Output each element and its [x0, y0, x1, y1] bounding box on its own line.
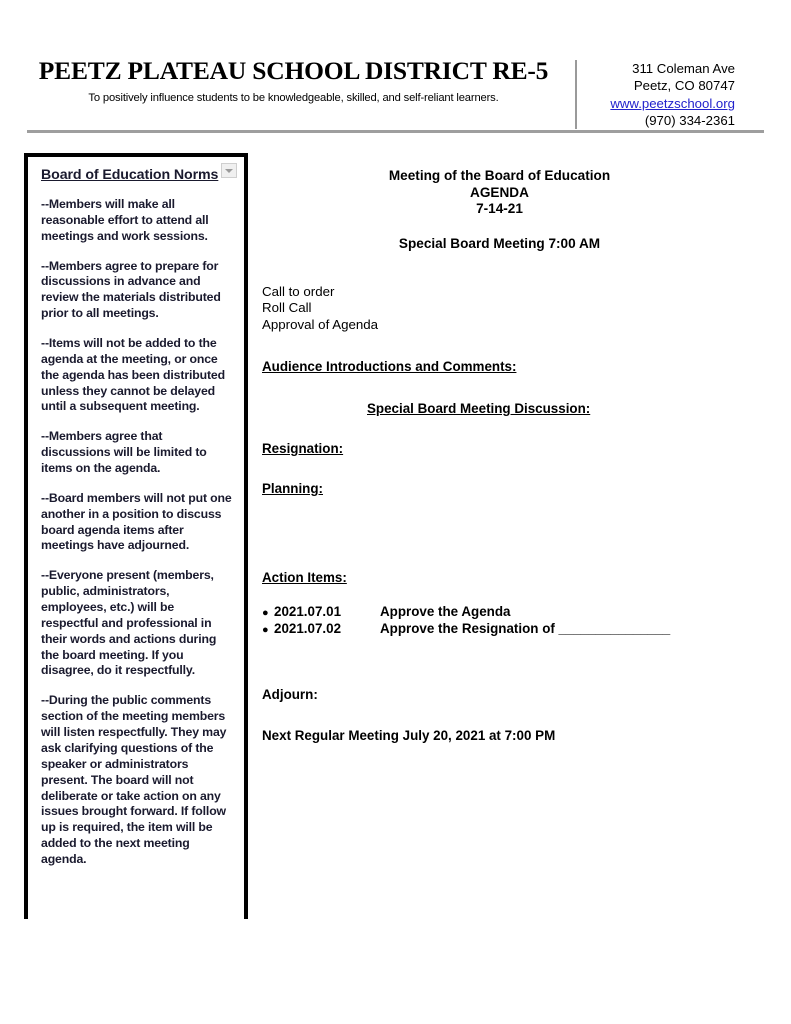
- bullet-icon: ●: [262, 623, 269, 636]
- action-items-list: [262, 604, 762, 638]
- audience-heading: Audience Introductions and Comments:: [262, 358, 517, 374]
- board-of-education-norms-box: [24, 153, 248, 919]
- address-line-2: Peetz, CO 80747: [633, 78, 735, 94]
- next-meeting-text: Next Regular Meeting July 20, 2021 at 7:00 PM: [262, 728, 556, 744]
- discussion-section: [262, 401, 762, 416]
- planning-section: [262, 481, 762, 496]
- action-items-heading: Action Items:: [262, 569, 347, 585]
- phone-number: (970) 334-2361: [644, 113, 735, 129]
- action-item-code: 2021.07.02: [274, 620, 342, 636]
- header-horizontal-rule: [27, 130, 764, 133]
- agenda-heading-block: [262, 168, 737, 218]
- preliminary-item-call-to-order: Call to order: [262, 283, 335, 299]
- letterhead-contact-block: [577, 58, 791, 130]
- resignation-heading: Resignation:: [262, 440, 344, 456]
- resignation-section: [262, 441, 762, 456]
- audience-section: [262, 359, 762, 374]
- chevron-down-glyph: [225, 169, 233, 173]
- discussion-heading: Special Board Meeting Discussion:: [367, 400, 591, 416]
- letterhead: [0, 58, 791, 130]
- preliminary-items: [262, 284, 762, 334]
- action-item-code: 2021.07.01: [274, 603, 342, 619]
- norm-item: --Everyone present (members, public, administrators, employees, etc.) will be respectful and professional in their words and actions during the board meeting. If you disagree, do it respectfully.: [41, 568, 217, 678]
- norms-title: Board of Education Norms: [41, 167, 219, 183]
- next-meeting-section: [262, 728, 762, 743]
- special-board-meeting-time: Special Board Meeting 7:00 AM: [398, 235, 601, 251]
- preliminary-item-roll-call: Roll Call: [262, 300, 312, 316]
- address-line-1: 311 Coleman Ave: [632, 61, 735, 76]
- district-tagline: To positively influence students to be knowledgeable, skilled, and self-reliant learners.: [88, 91, 499, 104]
- agenda-heading-line-1: Meeting of the Board of Education: [388, 168, 611, 183]
- agenda-heading-line-2: AGENDA: [470, 184, 529, 200]
- norms-title-row: [41, 166, 234, 184]
- planning-heading: Planning:: [262, 480, 323, 496]
- action-item-row: [262, 604, 762, 621]
- action-items-section: [262, 570, 762, 638]
- adjourn-heading: Adjourn:: [262, 687, 318, 703]
- agenda-heading-date: 7-14-21: [476, 201, 523, 217]
- letterhead-left-block: [0, 58, 575, 105]
- district-title: PEETZ PLATEAU SCHOOL DISTRICT RE-5: [38, 56, 549, 85]
- norm-item: --Members will make all reasonable effort to attend all meetings and work sessions.: [41, 197, 209, 243]
- website-link[interactable]: www.peetzschool.org: [610, 95, 735, 111]
- agenda-body: [262, 168, 762, 743]
- norm-item: --Members agree to prepare for discussions in advance and review the materials distributed prior to all meetings.: [41, 258, 221, 321]
- preliminary-item-approval-of-agenda: Approval of Agenda: [262, 317, 379, 333]
- norm-item: --During the public comments section of the meeting members will listen respectfully. They may ask clarifying questions of the speaker or administrators present. The board will not deliberate or take action on any issues brought forward. If follow up is required, the item will be added to the next meeting agenda.: [41, 693, 227, 866]
- action-item-description: Approve the Agenda: [380, 603, 511, 619]
- action-item-row: [262, 621, 762, 638]
- adjourn-section: [262, 687, 762, 702]
- norm-item: --Items will not be added to the agenda at the meeting, or once the agenda has been distributed unless they cannot be delayed until a subsequent meeting.: [41, 336, 225, 414]
- norm-item: --Members agree that discussions will be limited to items on the agenda.: [41, 429, 207, 476]
- action-item-description: Approve the Resignation of _______________: [380, 620, 671, 636]
- norm-item: --Board members will not put one another in a position to discuss board agenda items after meetings have adjourned.: [41, 490, 232, 553]
- bullet-icon: ●: [262, 606, 269, 619]
- chevron-down-icon[interactable]: [221, 163, 237, 178]
